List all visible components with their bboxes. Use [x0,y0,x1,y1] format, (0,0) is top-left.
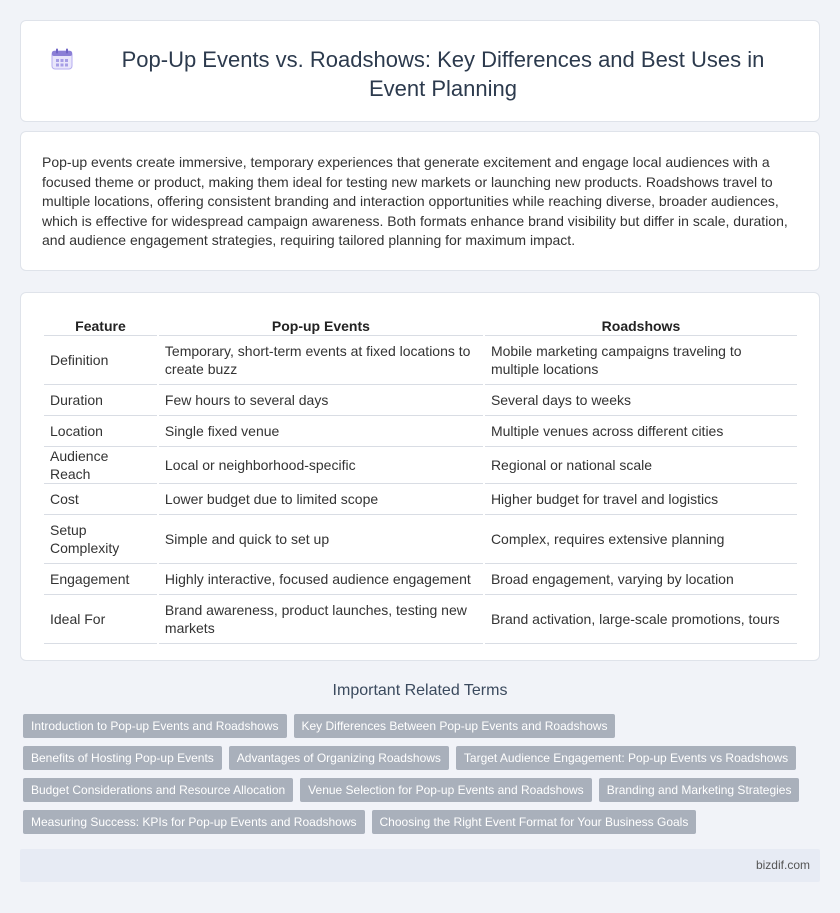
title-row [21,21,819,103]
comparison-table-card [20,292,820,661]
page-title: Pop-Up Events vs. Roadshows: Key Differences and Best Uses in Event Planning [121,47,765,101]
table-row [44,416,797,447]
feature-cell: Setup Complexity [44,515,157,564]
roadshow-cell: Regional or national scale [485,447,797,484]
related-term-tag[interactable]: Budget Considerations and Resource Allocation [23,778,293,802]
related-term-tag[interactable]: Key Differences Between Pop-up Events and Roadshows [294,714,616,738]
roadshow-cell: Brand activation, large-scale promotions, tours [485,595,797,644]
feature-cell: Engagement [44,564,157,595]
related-term-tag[interactable]: Measuring Success: KPIs for Pop-up Events and Roadshows [23,810,365,834]
header-roadshows: Roadshows [485,314,797,336]
feature-cell: Definition [44,336,157,385]
table-row [44,515,797,564]
intro-paragraph: Pop-up events create immersive, temporary experiences that generate excitement and engage local audiences with a focused theme or product, making them ideal for testing new markets or launching new products. Roadshows travel to multiple locations, offering consistent branding and interaction opportunities while reaching diverse, broader audiences, which is effective for widespread campaign awareness. Both formats enhance brand visibility but differ in scale, duration, and audience engagement strategies, requiring tailored planning for maximum impact. [42,154,788,248]
related-term-tag[interactable]: Benefits of Hosting Pop-up Events [23,746,222,770]
popup-cell: Single fixed venue [159,416,483,447]
header-feature: Feature [44,314,157,336]
popup-cell: Local or neighborhood-specific [159,447,483,484]
roadshow-cell: Several days to weeks [485,385,797,416]
related-terms-tags [23,714,823,842]
popup-cell: Temporary, short-term events at fixed locations to create buzz [159,336,483,385]
table-header-row [44,314,797,336]
table-row [44,595,797,644]
feature-cell: Ideal For [44,595,157,644]
feature-cell: Audience Reach [44,447,157,484]
table-row [44,564,797,595]
roadshow-cell: Higher budget for travel and logistics [485,484,797,515]
table-row [44,336,797,385]
table-row [44,484,797,515]
footer [20,849,820,882]
table-row [44,447,797,484]
feature-cell: Location [44,416,157,447]
popup-cell: Brand awareness, product launches, testing new markets [159,595,483,644]
footer-site-link[interactable]: bizdif.com [755,858,810,872]
related-term-tag[interactable]: Introduction to Pop-up Events and Roadshows [23,714,287,738]
related-term-tag[interactable]: Branding and Marketing Strategies [599,778,800,802]
title-card [20,20,820,122]
related-term-tag[interactable]: Advantages of Organizing Roadshows [229,746,449,770]
related-term-tag[interactable]: Venue Selection for Pop-up Events and Roadshows [300,778,592,802]
roadshow-cell: Complex, requires extensive planning [485,515,797,564]
related-terms-title: Important Related Terms [332,682,508,699]
feature-cell: Cost [44,484,157,515]
roadshow-cell: Mobile marketing campaigns traveling to multiple locations [485,336,797,385]
calendar-icon [51,48,73,70]
roadshow-cell: Broad engagement, varying by location [485,564,797,595]
popup-cell: Highly interactive, focused audience engagement [159,564,483,595]
related-term-tag[interactable]: Target Audience Engagement: Pop-up Events vs Roadshows [456,746,796,770]
table-row [44,385,797,416]
roadshow-cell: Multiple venues across different cities [485,416,797,447]
comparison-table [42,314,799,644]
feature-cell: Duration [44,385,157,416]
popup-cell: Lower budget due to limited scope [159,484,483,515]
popup-cell: Simple and quick to set up [159,515,483,564]
intro-card [20,131,820,271]
header-popup-events: Pop-up Events [159,314,483,336]
popup-cell: Few hours to several days [159,385,483,416]
related-term-tag[interactable]: Choosing the Right Event Format for Your Business Goals [372,810,697,834]
